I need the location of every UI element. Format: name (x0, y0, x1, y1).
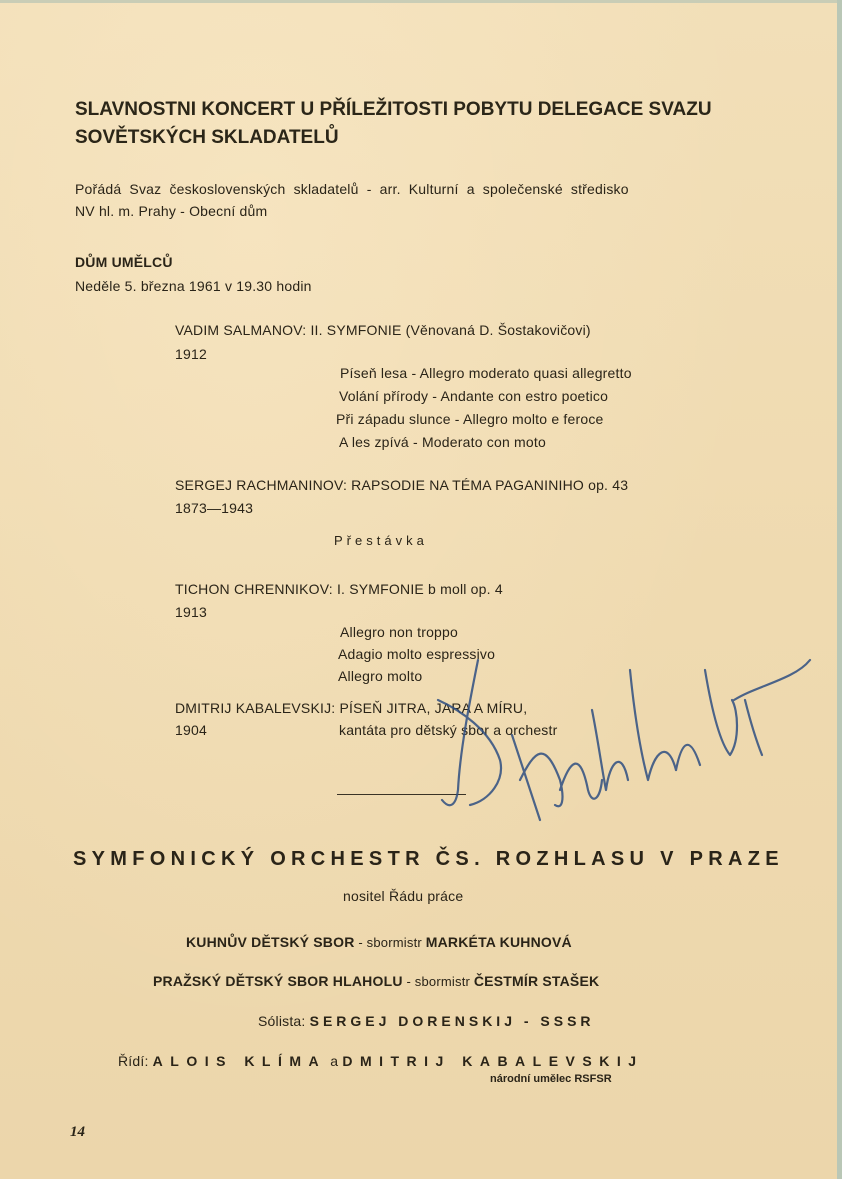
organizer-line-1: Pořádá Svaz československých skladatelů - arr. Kulturní a společenské středisko (75, 181, 629, 197)
composer-work: VADIM SALMANOV: II. SYMFONIE (Věnovaná D. Šostakovičovi) (175, 322, 591, 338)
choir-1-line (186, 934, 572, 950)
movement: Allegro molto (338, 668, 423, 684)
signature-stroke (512, 735, 540, 820)
movement: Volání přírody - Andante con estro poetico (339, 388, 609, 404)
orchestra-note: nositel Řádu práce (343, 888, 464, 904)
organizer-line-2: NV hl. m. Prahy - Obecní dům (75, 203, 268, 219)
intermission: Přestávka (334, 533, 428, 548)
signature-stroke (442, 660, 478, 805)
signature-stroke (560, 764, 602, 799)
choir-2-name: PRAŽSKÝ DĚTSKÝ SBOR HLAHOLU (153, 973, 403, 989)
movement: Adagio molto espressivo (338, 646, 496, 662)
signature-stroke (676, 745, 700, 770)
choir-2-separator: - sbormistr (402, 974, 474, 989)
movement: A les zpívá - Moderato con moto (339, 434, 546, 450)
work-subtitle: kantáta pro dětský sbor a orchestr (339, 722, 558, 738)
conductor-join: a (326, 1053, 343, 1069)
signature-stroke (592, 710, 628, 790)
movement: Allegro non troppo (340, 624, 459, 640)
composer-work: TICHON CHRENNIKOV: I. SYMFONIE b moll op. 4 (175, 581, 503, 597)
composer-work: DMITRIJ KABALEVSKIJ: PÍSEŇ JITRA, JARA A MÍRU, (175, 700, 528, 716)
conductor-2-title: národní umělec RSFSR (490, 1073, 612, 1085)
signature-stroke (745, 700, 762, 755)
signature-stroke (438, 700, 501, 805)
composer-years: 1873—1943 (175, 500, 254, 516)
soloist-label: Sólista: (258, 1013, 310, 1029)
page-edge-top (0, 0, 842, 3)
movement: Při západu slunce - Allegro molto e feroce (336, 411, 604, 427)
conductor-line (118, 1053, 644, 1069)
choir-1-master: MARKÉTA KUHNOVÁ (425, 934, 572, 950)
conductor-2: DMITRIJ KABALEVSKIJ (342, 1053, 644, 1069)
conductor-1: ALOIS KLÍMA (152, 1053, 327, 1069)
choir-1-name: KUHNŮV DĚTSKÝ SBOR (186, 934, 355, 950)
page-number: 14 (70, 1124, 85, 1140)
choir-1-separator: - sbormistr (354, 935, 426, 950)
choir-2-master: ČESTMÍR STAŠEK (473, 973, 600, 989)
signature-stroke (630, 670, 676, 780)
page-edge-right (837, 0, 842, 1179)
concert-datetime: Neděle 5. března 1961 v 19.30 hodin (75, 278, 312, 294)
orchestra-name: SYMFONICKÝ ORCHESTR ČS. ROZHLASU V PRAZE (73, 848, 784, 870)
soloist-line (258, 1013, 595, 1029)
composer-work: SERGEJ RACHMANINOV: RAPSODIE NA TÉMA PAGANINIHO op. 43 (175, 477, 629, 493)
venue: DŮM UMĚLCŮ (75, 254, 173, 270)
signature-stroke (734, 660, 810, 700)
movement: Píseň lesa - Allegro moderato quasi allegretto (340, 365, 632, 381)
choir-2-line (153, 973, 599, 989)
handwritten-signature (330, 640, 830, 840)
composer-years: 1904 (175, 722, 207, 738)
conductor-label: Řídí: (118, 1053, 153, 1069)
composer-years: 1912 (175, 346, 207, 362)
title-line-1: SLAVNOSTNI KONCERT U PŘÍLEŽITOSTI POBYTU DELEGACE SVAZU (75, 99, 712, 120)
signature-stroke (705, 670, 737, 755)
soloist-name: SERGEJ DORENSKIJ - SSSR (309, 1013, 595, 1029)
composer-years: 1913 (175, 604, 207, 620)
title-line-2: SOVĚTSKÝCH SKLADATELŮ (75, 127, 339, 148)
